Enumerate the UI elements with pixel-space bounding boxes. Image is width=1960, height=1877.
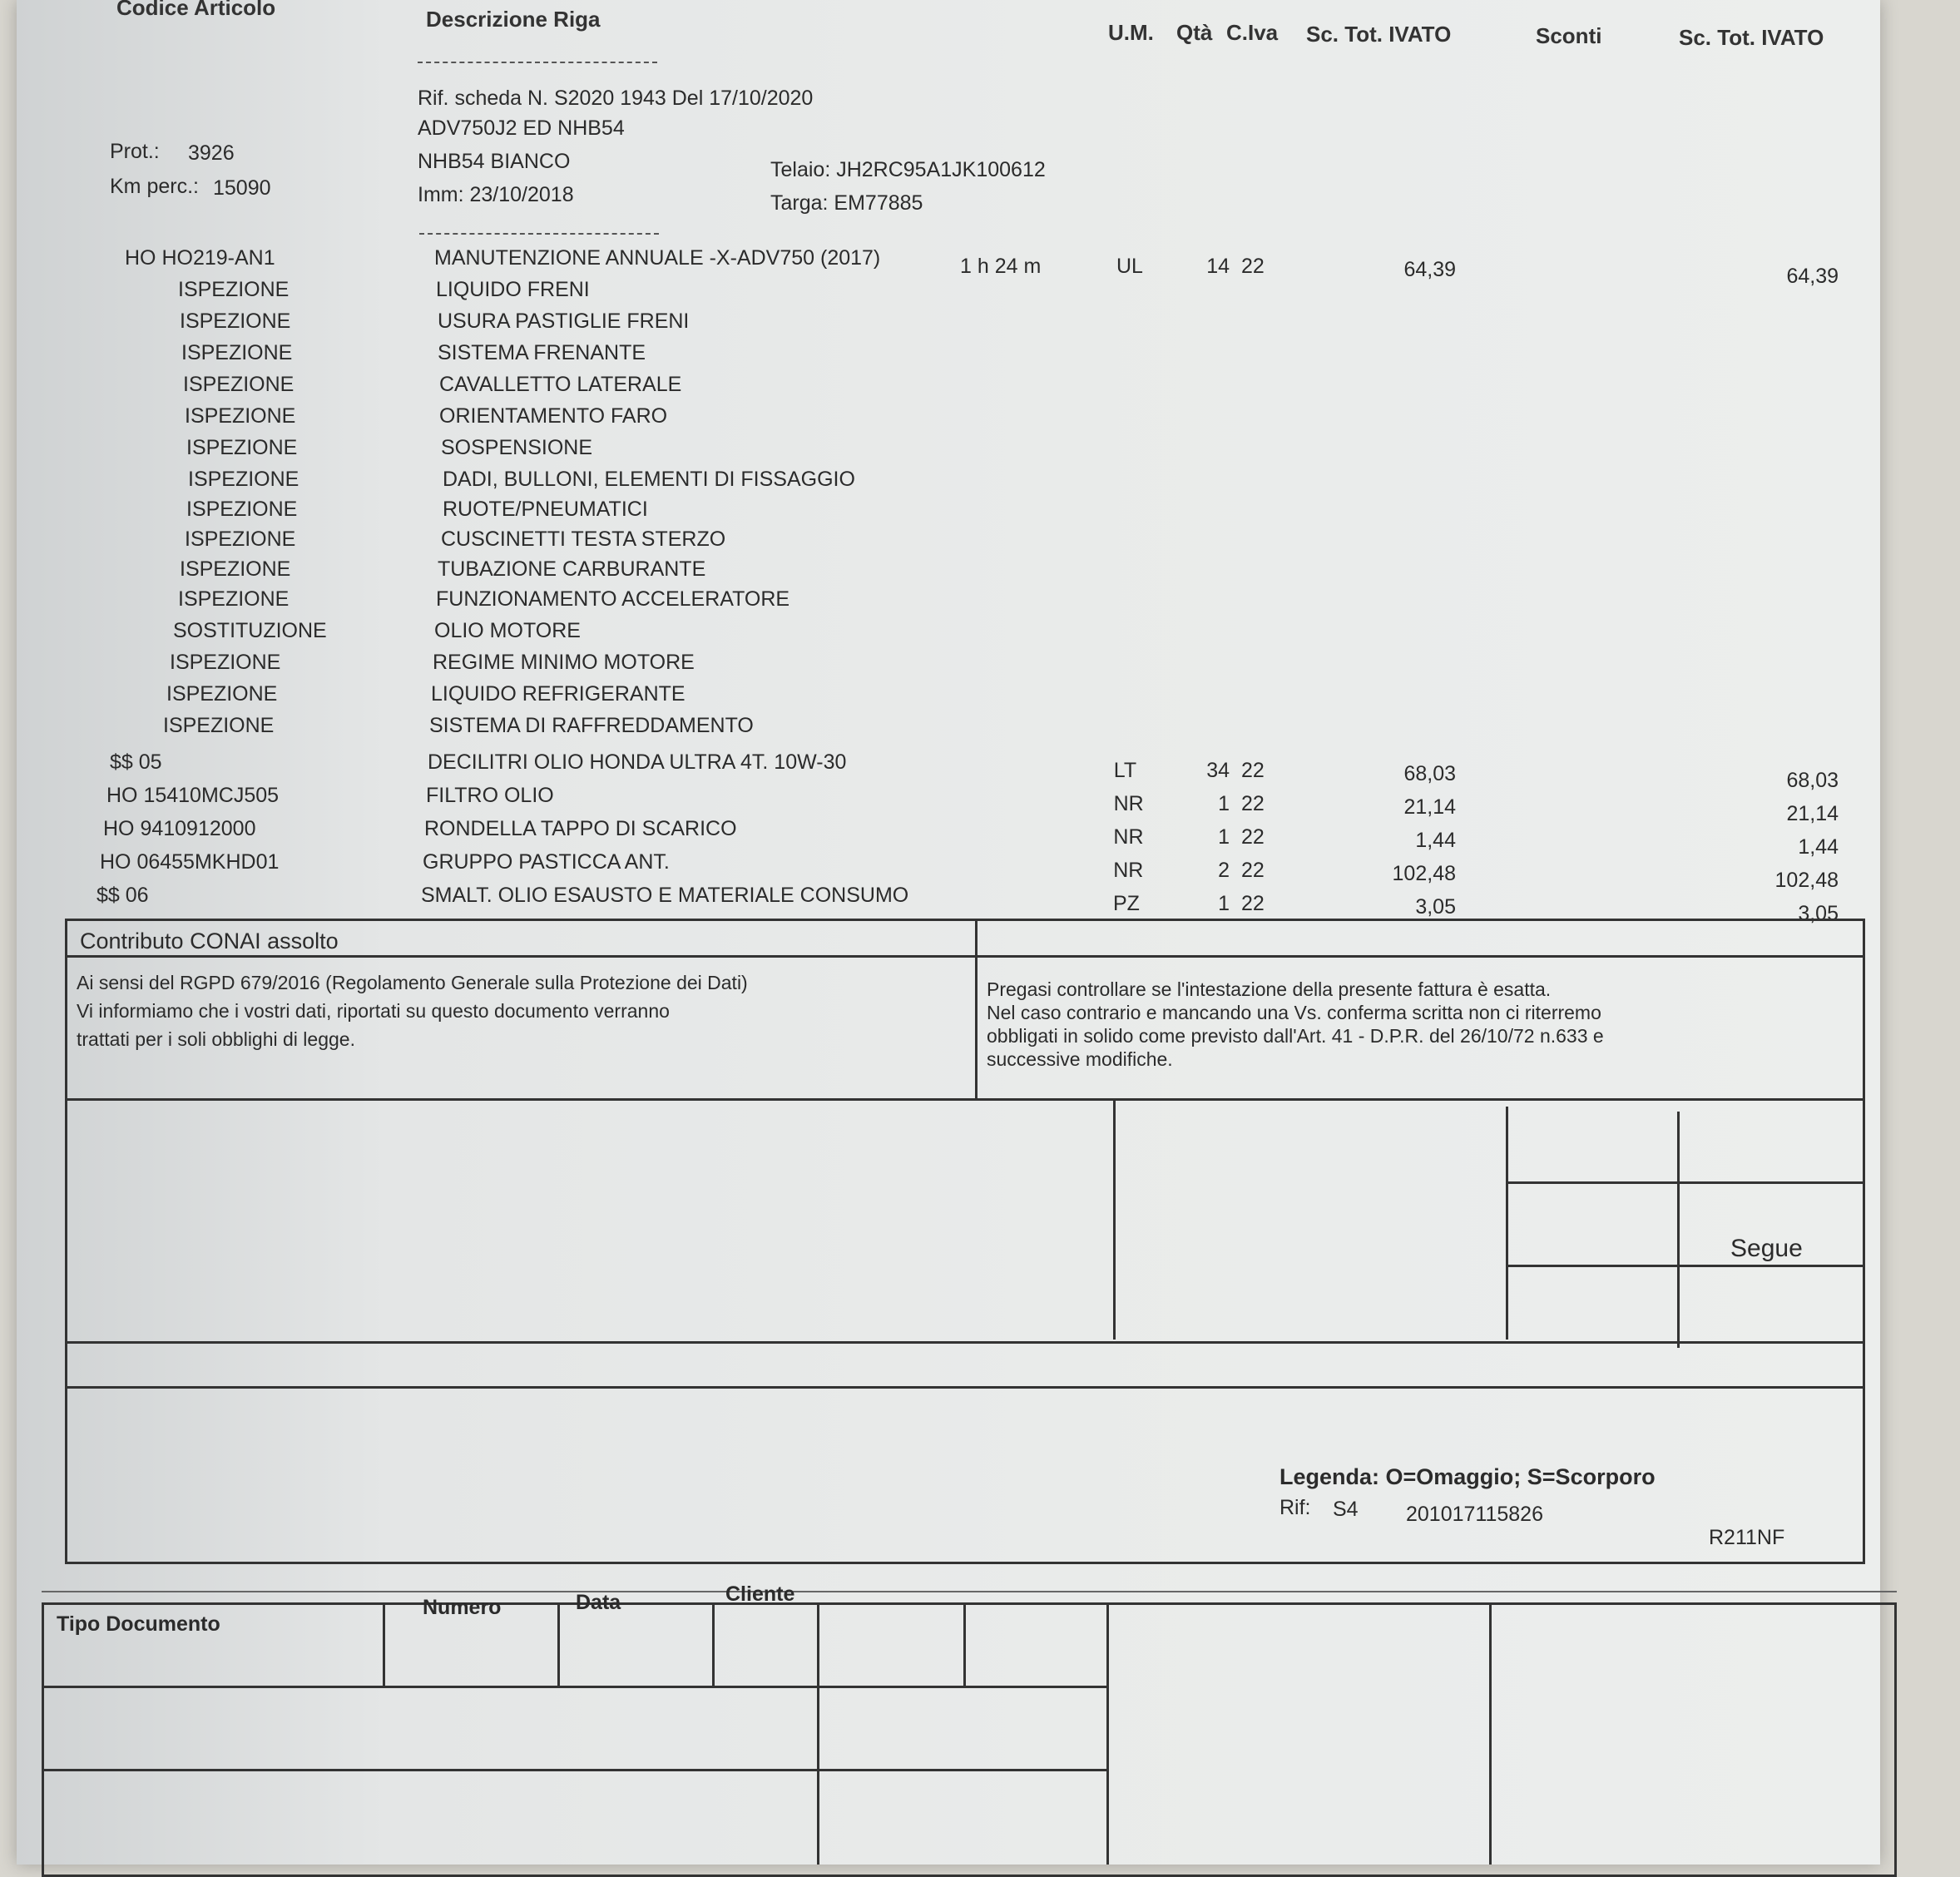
line-code: ISPEZIONE	[163, 714, 275, 737]
footer-rule-4	[1506, 1265, 1865, 1267]
privacy-line-3: trattati per i soli obblighi di legge.	[77, 1028, 355, 1050]
check-line-1: Pregasi controllare se l'intestazione della presente fattura è esatta.	[987, 978, 1552, 1000]
header-civa: C.Iva	[1226, 20, 1279, 45]
footer-divider-2	[1113, 1098, 1116, 1340]
bt-div-1	[383, 1602, 385, 1686]
privacy-line-1: Ai sensi del RGPD 679/2016 (Regolamento Generale sulla Protezione dei Dati)	[77, 972, 748, 993]
data-label: Data	[576, 1591, 621, 1614]
bt-rule-1	[42, 1686, 1106, 1688]
line-iva: 22	[1241, 255, 1265, 278]
rif-scheda: Rif. scheda N. S2020 1943 Del 17/10/2020	[418, 87, 814, 110]
line-iva: 22	[1241, 792, 1265, 815]
line-code: ISPEZIONE	[185, 527, 296, 551]
line-qta: 34	[1206, 759, 1230, 782]
rif-number: 201017115826	[1406, 1503, 1543, 1526]
prot-label: Prot.:	[110, 140, 160, 163]
line-description: SOSPENSIONE	[441, 436, 592, 459]
header-um: U.M.	[1108, 20, 1154, 45]
line-code: ISPEZIONE	[188, 468, 299, 491]
footer-rule-6	[65, 1386, 1865, 1389]
line-total: 21,14	[1403, 795, 1456, 819]
invoice-sheet	[17, 0, 1880, 1865]
conai-text: Contributo CONAI assolto	[80, 929, 339, 953]
footer-rule-2	[65, 1098, 1865, 1101]
line-iva: 22	[1241, 759, 1265, 782]
line-code: ISPEZIONE	[166, 682, 278, 706]
telaio: Telaio: JH2RC95A1JK100612	[770, 158, 1046, 181]
line-description: FILTRO OLIO	[426, 784, 554, 807]
line-total: 3,05	[1415, 895, 1456, 919]
prot-value: 3926	[188, 141, 235, 165]
line-code: ISPEZIONE	[181, 341, 293, 364]
line-total: 68,03	[1403, 762, 1456, 785]
line-code: HO HO219-AN1	[125, 246, 275, 270]
footer-rule-1	[65, 955, 1865, 958]
bottom-table	[42, 1602, 1897, 1877]
line-um: NR	[1113, 859, 1144, 882]
line-total-2: 102,48	[1774, 869, 1839, 892]
line-um: NR	[1113, 825, 1144, 849]
line-total-2: 64,39	[1786, 265, 1839, 288]
bt-div-6	[1106, 1602, 1109, 1865]
bt-div-4	[817, 1602, 819, 1865]
line-description: RONDELLA TAPPO DI SCARICO	[424, 817, 737, 840]
bt-div-5	[963, 1602, 966, 1686]
line-code: ISPEZIONE	[180, 310, 291, 333]
rif-label: Rif:	[1279, 1496, 1311, 1519]
colore: NHB54 BIANCO	[418, 150, 571, 173]
line-um: NR	[1113, 792, 1144, 815]
bt-div-2	[557, 1602, 560, 1686]
header-sconti: Sconti	[1536, 23, 1602, 48]
header-descrizione-riga: Descrizione Riga	[426, 7, 601, 32]
line-code: ISPEZIONE	[170, 651, 281, 674]
check-line-2: Nel caso contrario e mancando una Vs. conferma scritta non ci riterremo	[987, 1002, 1601, 1023]
footer-divider-4	[1677, 1112, 1680, 1348]
line-qta: 1	[1218, 792, 1230, 815]
line-total-2: 21,14	[1786, 802, 1839, 825]
check-line-4: successive modifiche.	[987, 1048, 1173, 1070]
line-description: DADI, BULLONI, ELEMENTI DI FISSAGGIO	[443, 468, 855, 491]
segue-label: Segue	[1730, 1235, 1803, 1262]
line-description: SISTEMA FRENANTE	[438, 341, 646, 364]
line-code: ISPEZIONE	[186, 436, 298, 459]
dashed-divider-top	[418, 62, 657, 63]
footer-rule-5	[65, 1341, 1865, 1344]
legenda: Legenda: O=Omaggio; S=Scorporo	[1279, 1464, 1656, 1489]
rif-s4: S4	[1333, 1498, 1359, 1521]
targa: Targa: EM77885	[770, 191, 923, 215]
footer-divider-mid	[975, 919, 978, 1100]
line-description: TUBAZIONE CARBURANTE	[438, 557, 706, 581]
line-um: LT	[1113, 759, 1137, 782]
km-value: 15090	[213, 176, 271, 200]
line-iva: 22	[1241, 825, 1265, 849]
line-total: 102,48	[1392, 862, 1456, 885]
line-description: MANUTENZIONE ANNUALE -X-ADV750 (2017)	[434, 246, 881, 270]
line-iva: 22	[1241, 859, 1265, 882]
bt-div-7	[1489, 1602, 1492, 1865]
privacy-line-2: Vi informiamo che i vostri dati, riportati su questo documento verranno	[77, 1000, 670, 1022]
footer-divider-3	[1506, 1107, 1508, 1340]
km-label: Km perc.:	[110, 175, 199, 198]
line-description: OLIO MOTORE	[434, 619, 581, 642]
dashed-divider-bottom	[419, 233, 659, 235]
line-code: ISPEZIONE	[178, 587, 290, 611]
line-total-2: 68,03	[1786, 769, 1839, 792]
line-description: RUOTE/PNEUMATICI	[443, 498, 648, 521]
data-immatricolazione: Imm: 23/10/2018	[418, 183, 574, 206]
line-description: SISTEMA DI RAFFREDDAMENTO	[429, 714, 754, 737]
line-code: ISPEZIONE	[185, 404, 296, 428]
line-um: UL	[1116, 255, 1143, 278]
line-description: LIQUIDO FRENI	[436, 278, 590, 301]
line-time: 1 h 24 m	[960, 255, 1042, 278]
line-total: 64,39	[1403, 258, 1456, 281]
line-description: SMALT. OLIO ESAUSTO E MATERIALE CONSUMO	[421, 884, 909, 907]
line-description: USURA PASTIGLIE FRENI	[438, 310, 690, 333]
line-description: LIQUIDO REFRIGERANTE	[431, 682, 686, 706]
header-sc-tot-ivato-2: Sc. Tot. IVATO	[1679, 25, 1824, 50]
line-code: HO 06455MKHD01	[100, 850, 280, 874]
line-code: SOSTITUZIONE	[173, 619, 327, 642]
line-description: CUSCINETTI TESTA STERZO	[441, 527, 726, 551]
line-code: ISPEZIONE	[186, 498, 298, 521]
line-description: DECILITRI OLIO HONDA ULTRA 4T. 10W-30	[428, 750, 847, 774]
line-description: REGIME MINIMO MOTORE	[433, 651, 695, 674]
line-code: ISPEZIONE	[180, 557, 291, 581]
line-code: $$ 05	[110, 750, 162, 774]
numero-label: Numero	[423, 1596, 502, 1619]
line-description: CAVALLETTO LATERALE	[439, 373, 682, 396]
document-code: R211NF	[1709, 1526, 1785, 1549]
modello: ADV750J2 ED NHB54	[418, 116, 625, 140]
line-description: ORIENTAMENTO FARO	[439, 404, 668, 428]
line-total: 1,44	[1415, 829, 1456, 852]
bt-div-3	[712, 1602, 715, 1686]
line-qta: 1	[1218, 825, 1230, 849]
line-code: ISPEZIONE	[183, 373, 294, 396]
header-qta: Qtà	[1176, 20, 1213, 45]
line-total-2: 1,44	[1798, 835, 1839, 859]
line-code: $$ 06	[97, 884, 149, 907]
line-qta: 2	[1218, 859, 1230, 882]
line-code: HO 9410912000	[103, 817, 256, 840]
tipo-documento-label: Tipo Documento	[57, 1612, 220, 1636]
line-qta: 1	[1218, 892, 1230, 915]
line-um: PZ	[1113, 892, 1140, 915]
line-description: FUNZIONAMENTO ACCELERATORE	[436, 587, 790, 611]
bt-rule-2	[42, 1769, 1106, 1771]
cliente-label: Cliente	[725, 1582, 795, 1606]
line-iva: 22	[1241, 892, 1265, 915]
line-qta: 14	[1206, 255, 1230, 278]
line-code: ISPEZIONE	[178, 278, 290, 301]
footer-rule-3	[1506, 1181, 1865, 1184]
bottom-table-top-rule	[42, 1591, 1897, 1592]
header-sc-tot-ivato: Sc. Tot. IVATO	[1306, 22, 1452, 47]
line-code: HO 15410MCJ505	[106, 784, 280, 807]
line-total-2: 3,05	[1798, 902, 1839, 925]
header-codice-articolo: Codice Articolo	[116, 0, 276, 20]
check-line-3: obbligati in solido come previsto dall'Art. 41 - D.P.R. del 26/10/72 n.633 e	[987, 1025, 1604, 1047]
line-description: GRUPPO PASTICCA ANT.	[423, 850, 670, 874]
